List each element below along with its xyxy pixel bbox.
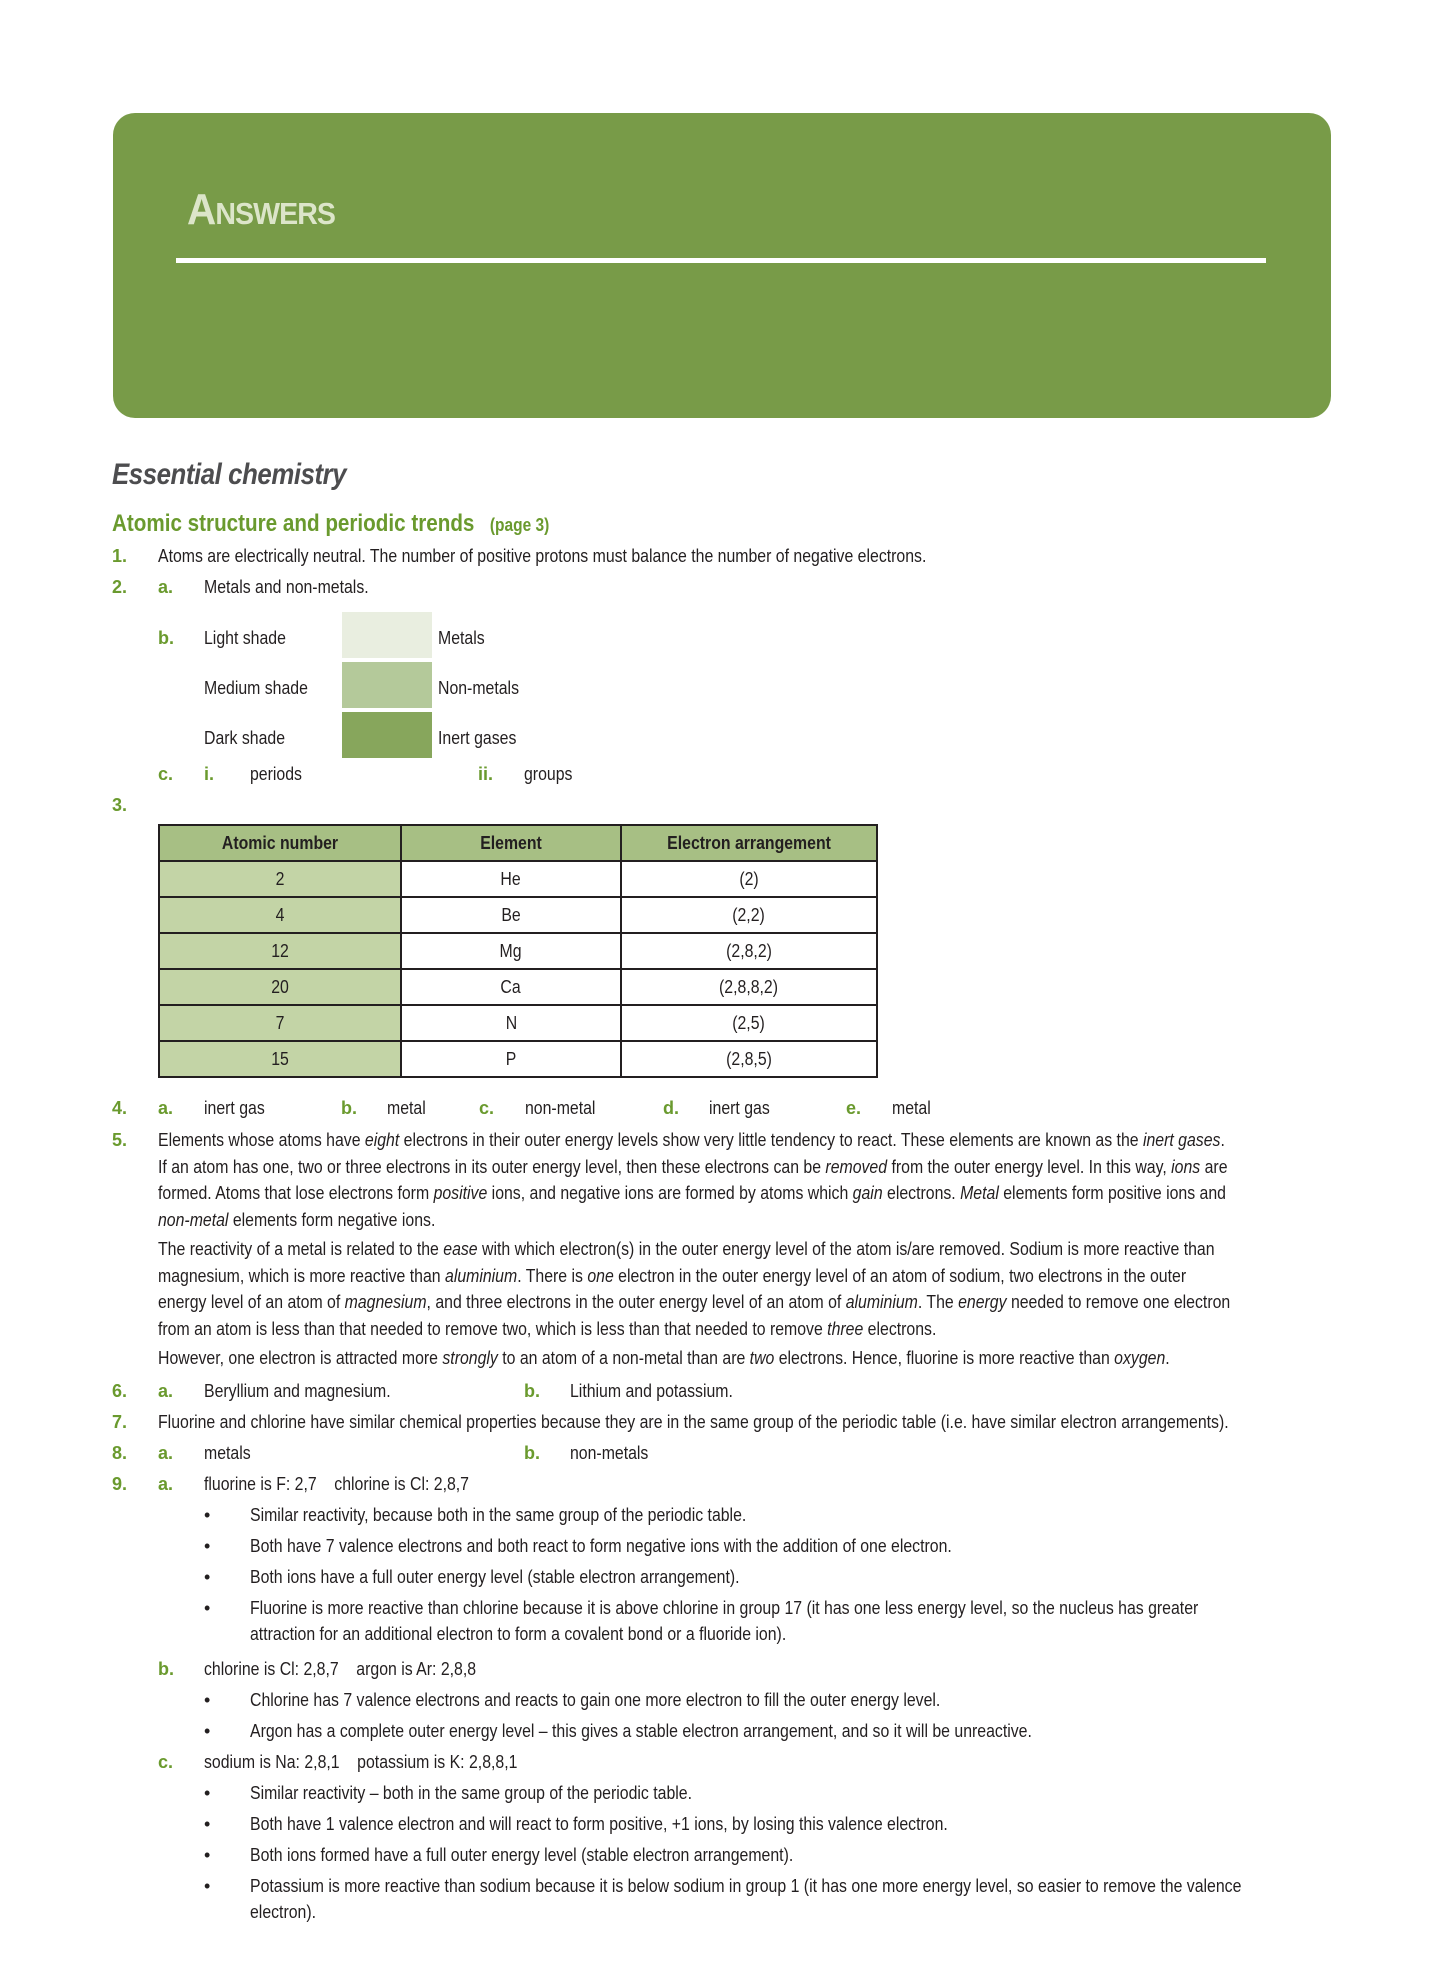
answer-text: Atoms are electrically neutral. The number of positive protons must balance the number of negative electrons. (158, 546, 927, 566)
legend-shade-label: Light shade (204, 628, 286, 648)
atomic-number-cell: 20 (159, 969, 401, 1005)
part-label: a. (158, 1443, 174, 1463)
answer-text: chlorine is Cl: 2,8,7 argon is Ar: 2,8,8 (204, 1659, 477, 1679)
bullet-text: Both have 1 valence electron and will react to form positive, +1 ions, by losing this valence electron. (250, 1814, 948, 1834)
subpart-label: i. (204, 764, 215, 784)
bullet-text: Similar reactivity – both in the same group of the periodic table. (250, 1783, 692, 1803)
bullet-text: Similar reactivity, because both in the same group of the periodic table. (250, 1505, 747, 1525)
answer-text: sodium is Na: 2,8,1 potassium is K: 2,8,8,1 (204, 1752, 518, 1772)
bullet-text-continued: electron). (250, 1902, 317, 1922)
atomic-number-cell: 12 (159, 933, 401, 969)
part-label: a. (158, 1098, 174, 1118)
answer-text: fluorine is F: 2,7 chlorine is Cl: 2,8,7 (204, 1474, 470, 1494)
electron-arrangement-table (158, 824, 878, 1078)
atomic-number-cell: 2 (159, 861, 401, 897)
legend-meaning: Non-metals (438, 678, 519, 698)
question-number: 8. (112, 1443, 128, 1463)
subpart-label: ii. (478, 764, 494, 784)
bullet-icon: • (204, 1876, 211, 1896)
element-cell: He (401, 861, 621, 897)
section-title: Essential chemistry (112, 458, 347, 491)
question-number: 7. (112, 1412, 128, 1432)
bullet-text: Fluorine is more reactive than chlorine because it is above chlorine in group 17 (it has one less energy level, so the nucleus has greater (250, 1598, 1199, 1618)
arrangement-cell: (2,2) (621, 897, 877, 933)
element-cell: Ca (401, 969, 621, 1005)
subsection-title-text: Atomic structure and periodic trends (112, 510, 475, 537)
part-label: b. (524, 1443, 540, 1463)
answers-header-banner (113, 113, 1331, 418)
bullet-text: Both have 7 valence electrons and both react to form negative ions with the addition of one electron. (250, 1536, 952, 1556)
answer-text: Fluorine and chlorine have similar chemical properties because they are in the same group of the periodic table (i.e. have similar electron arrangements). (158, 1412, 1229, 1432)
question-number: 5. (112, 1130, 128, 1150)
question-number: 3. (112, 795, 128, 815)
table-row (159, 1041, 877, 1077)
atomic-number-cell: 4 (159, 897, 401, 933)
part-label: c. (158, 1752, 174, 1772)
answer-text: inert gas (709, 1098, 770, 1118)
question-number: 9. (112, 1474, 128, 1494)
part-label: d. (663, 1098, 679, 1118)
medium-shade-swatch (342, 662, 432, 708)
header-divider (176, 258, 1266, 263)
bullet-icon: • (204, 1845, 211, 1865)
part-label: a. (158, 577, 174, 597)
bullet-icon: • (204, 1505, 211, 1525)
bullet-icon: • (204, 1598, 211, 1618)
atomic-number-cell: 15 (159, 1041, 401, 1077)
part-label: e. (846, 1098, 862, 1118)
table-row (159, 897, 877, 933)
legend-shade-label: Dark shade (204, 728, 286, 748)
subsection-title (112, 510, 549, 538)
table-header: Element (401, 825, 621, 861)
page-title: Answers (187, 185, 335, 234)
part-label: b. (341, 1098, 357, 1118)
bullet-text-continued: attraction for an additional electron to form a covalent bond or a fluoride ion). (250, 1624, 787, 1644)
table-row (159, 1005, 877, 1041)
table-row (159, 933, 877, 969)
part-label: a. (158, 1381, 174, 1401)
dark-shade-swatch (342, 712, 432, 758)
answer-text: groups (524, 764, 573, 784)
bullet-text: Argon has a complete outer energy level – this gives a stable electron arrangement, and so it will be unreactive. (250, 1721, 1032, 1741)
question-number: 4. (112, 1098, 128, 1118)
part-label: c. (479, 1098, 495, 1118)
answer-text: metal (387, 1098, 426, 1118)
arrangement-cell: (2,8,8,2) (621, 969, 877, 1005)
bullet-text: Chlorine has 7 valence electrons and reacts to gain one more electron to fill the outer energy level. (250, 1690, 941, 1710)
bullet-icon: • (204, 1690, 211, 1710)
answer-paragraph: The reactivity of a metal is related to the ease with which electron(s) in the outer energy level of the atom is/are removed. Sodium is more reactive than magnesium, which is more reactive than aluminium. There is one electron in the outer energy level of an atom of sodium, two electrons in the outer energy level of an atom of magnesium, and three electrons in the outer energy level of an atom of aluminium. The energy needed to remove one electron from an atom is less than that needed to remove two, which is less than that needed to remove three electrons. (158, 1239, 1231, 1339)
bullet-text: Both ions have a full outer energy level (stable electron arrangement). (250, 1567, 740, 1587)
part-label: c. (158, 764, 174, 784)
bullet-icon: • (204, 1721, 211, 1741)
question-number: 1. (112, 546, 128, 566)
question-number: 2. (112, 577, 128, 597)
bullet-text: Potassium is more reactive than sodium because it is below sodium in group 1 (it has one more energy level, so easier to remove the valence (250, 1876, 1242, 1896)
answer-paragraph: Elements whose atoms have eight electrons in their outer energy levels show very little tendency to react. These elements are known as the inert gases. If an atom has one, two or three electrons in its outer energy level, then these electrons can be removed from the outer energy level. In this way, ions are formed. Atoms that lose electrons form positive ions, and negative ions are formed by atoms which gain electrons. Metal elements form positive ions and non-metal elements form negative ions. (158, 1130, 1228, 1230)
arrangement-cell: (2) (621, 861, 877, 897)
part-label: b. (158, 1659, 174, 1679)
table-header-row (159, 825, 877, 861)
answer-text: inert gas (204, 1098, 265, 1118)
arrangement-cell: (2,8,2) (621, 933, 877, 969)
table-header: Electron arrangement (621, 825, 877, 861)
bullet-icon: • (204, 1567, 211, 1587)
legend-meaning: Metals (438, 628, 485, 648)
bullet-icon: • (204, 1783, 211, 1803)
part-label: a. (158, 1474, 174, 1494)
answer-paragraph: However, one electron is attracted more strongly to an atom of a non-metal than are two electrons. Hence, fluorine is more reactive than oxygen. (158, 1348, 1170, 1368)
answer-text: Beryllium and magnesium. (204, 1381, 391, 1401)
answer-text: metals (204, 1443, 251, 1463)
table-row (159, 969, 877, 1005)
element-cell: Be (401, 897, 621, 933)
answer-text: metal (892, 1098, 931, 1118)
part-label: b. (158, 628, 174, 648)
answer-text: Metals and non-metals. (204, 577, 369, 597)
element-cell: Mg (401, 933, 621, 969)
element-cell: P (401, 1041, 621, 1077)
table-header: Atomic number (159, 825, 401, 861)
answer-text: non-metals (570, 1443, 649, 1463)
atomic-number-cell: 7 (159, 1005, 401, 1041)
legend-meaning: Inert gases (438, 728, 517, 748)
arrangement-cell: (2,5) (621, 1005, 877, 1041)
bullet-icon: • (204, 1536, 211, 1556)
answer-text: Lithium and potassium. (570, 1381, 733, 1401)
table-row (159, 861, 877, 897)
arrangement-cell: (2,8,5) (621, 1041, 877, 1077)
bullet-text: Both ions formed have a full outer energy level (stable electron arrangement). (250, 1845, 794, 1865)
page-reference: (page 3) (489, 515, 550, 535)
legend-shade-label: Medium shade (204, 678, 308, 698)
question-number: 6. (112, 1381, 128, 1401)
part-label: b. (524, 1381, 540, 1401)
answer-text: periods (250, 764, 302, 784)
bullet-icon: • (204, 1814, 211, 1834)
light-shade-swatch (342, 612, 432, 658)
element-cell: N (401, 1005, 621, 1041)
answer-text: non-metal (525, 1098, 596, 1118)
